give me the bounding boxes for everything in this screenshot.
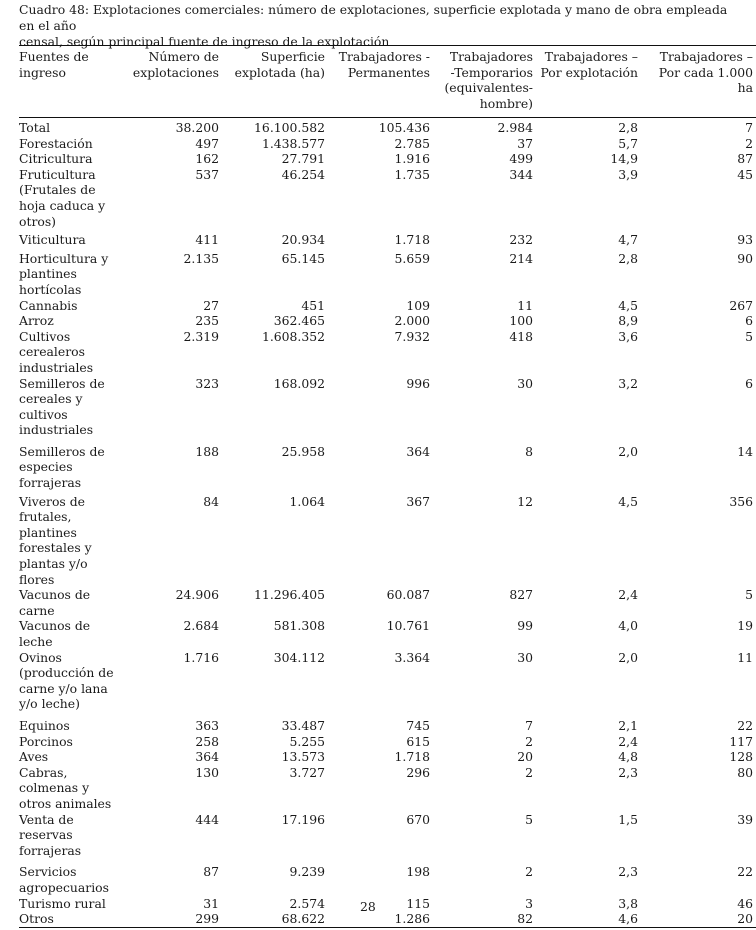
column-header-line: Trabajadores –	[544, 49, 638, 64]
row-label-line: cerealeros	[19, 344, 85, 360]
table-cell: 3,8	[618, 895, 638, 911]
column-header-line: hombre)	[479, 95, 533, 111]
row-label-line: agropecuarios	[19, 879, 109, 895]
row-label-line: Viveros de	[19, 493, 85, 509]
table-cell: 8	[525, 443, 533, 459]
table-row	[19, 712, 753, 734]
table-cell: 38.200	[175, 120, 219, 135]
column-header-line: (equivalentes-	[444, 80, 533, 96]
table-cell: 5	[525, 811, 533, 827]
table-caption	[19, 2, 739, 50]
table-cell: 1.438.577	[261, 135, 325, 151]
row-label-line: Citricultura	[19, 151, 93, 167]
table-cell: 996	[406, 375, 430, 391]
table-cell: 364	[406, 443, 430, 459]
table-cell: 1.916	[394, 151, 430, 167]
table-cell: 2,4	[618, 587, 638, 603]
table-cell: 27	[203, 297, 219, 313]
table-header	[19, 49, 753, 111]
row-label	[19, 298, 121, 314]
row-label	[19, 248, 121, 298]
table-row	[19, 618, 753, 649]
table-cell: 2,3	[618, 864, 638, 880]
table-cell: 2,0	[618, 443, 638, 459]
row-label-line: Venta de	[19, 811, 74, 827]
table-cell: 364	[195, 749, 219, 765]
table-cell: 20	[517, 749, 533, 765]
table-row	[19, 587, 753, 618]
table-row	[19, 329, 753, 376]
column-header-line: -Temporarios	[450, 64, 533, 80]
table-cell: 14	[737, 443, 753, 459]
row-label-line: carne y/o lana	[19, 680, 108, 696]
row-label-line: (Frutales de	[19, 182, 96, 198]
header-row	[19, 49, 753, 111]
table-cell: 20	[737, 911, 753, 927]
table-cell: 39	[737, 811, 753, 827]
row-label-line: Vacunos de	[19, 618, 91, 634]
column-header-line: Por explotación	[540, 64, 638, 80]
column-header-line: explotada (ha)	[234, 64, 325, 80]
row-label-line: plantines	[19, 524, 77, 540]
caption-line: Cuadro 48: Explotaciones comerciales: número de explotaciones, superficie explotada y mano de obra empleada en el año	[19, 2, 728, 33]
table-cell: 3,6	[618, 328, 638, 344]
table-cell: 2.785	[394, 135, 430, 151]
row-label-line: colmenas y	[19, 780, 90, 796]
table-cell: 363	[195, 717, 219, 733]
row-label-line: industriales	[19, 359, 94, 375]
table-cell: 33.487	[281, 717, 325, 733]
table-cell: 2.684	[183, 618, 219, 634]
table-cell: 323	[195, 375, 219, 391]
row-label-line: hortícolas	[19, 281, 82, 297]
row-label	[19, 329, 121, 376]
table-cell: 499	[509, 151, 533, 167]
table-cell: 258	[195, 733, 219, 749]
table-cell: 1.286	[394, 911, 430, 927]
table-cell: 93	[737, 232, 753, 248]
table-cell: 100	[509, 313, 533, 329]
table-row	[19, 911, 753, 927]
row-label-line: Porcinos	[19, 733, 73, 749]
column-header	[533, 49, 638, 111]
table-cell: 3	[525, 895, 533, 911]
column-header	[219, 49, 325, 111]
column-header	[325, 49, 430, 111]
table-cell: 537	[195, 166, 219, 182]
table-cell: 22	[737, 864, 753, 880]
table-cell: 30	[517, 649, 533, 665]
table-cell: 46	[737, 895, 753, 911]
row-label	[19, 491, 121, 588]
row-label-line: Viticultura	[19, 232, 86, 248]
table-row	[19, 136, 753, 152]
table-cell: 2,8	[618, 120, 638, 135]
table-row	[19, 248, 753, 298]
row-label	[19, 749, 121, 765]
table-cell: 367	[406, 493, 430, 509]
column-header-line: ha	[737, 80, 753, 96]
row-label-line: Arroz	[19, 313, 54, 329]
table-cell: 117	[729, 733, 753, 749]
row-label-line: carne	[19, 602, 55, 618]
table-row	[19, 491, 753, 588]
row-label	[19, 120, 121, 136]
table-cell: 99	[517, 618, 533, 634]
table-row	[19, 229, 753, 248]
table-cell: 11.296.405	[254, 587, 325, 603]
row-label-line: Forestación	[19, 135, 93, 151]
table-cell: 3,9	[618, 166, 638, 182]
row-label	[19, 812, 121, 859]
table-cell: 2.574	[289, 895, 325, 911]
row-label-line: plantines	[19, 266, 77, 282]
table-cell: 1.718	[394, 232, 430, 248]
table-cell: 6	[745, 313, 753, 329]
table-cell: 411	[195, 232, 219, 248]
table-cell: 214	[509, 250, 533, 266]
table-cell: 17.196	[281, 811, 325, 827]
table-row	[19, 438, 753, 491]
data-table	[19, 120, 753, 927]
row-label-line: cereales y	[19, 391, 83, 407]
table-cell: 9.239	[289, 864, 325, 880]
table-cell: 4,6	[618, 911, 638, 927]
table-cell: 22	[737, 717, 753, 733]
column-header-line: Superficie	[260, 49, 325, 64]
table-cell: 1.718	[394, 749, 430, 765]
table-cell: 5.659	[394, 250, 430, 266]
row-label	[19, 313, 121, 329]
row-label-line: Cannabis	[19, 297, 78, 313]
table-cell: 2	[525, 764, 533, 780]
table-cell: 13.573	[281, 749, 325, 765]
table-row	[19, 896, 753, 912]
column-header-line: ingreso	[19, 64, 66, 80]
table-body	[19, 120, 753, 927]
table-top-rule	[19, 45, 756, 46]
table-cell: 2.984	[497, 120, 533, 135]
table-cell: 105.436	[378, 120, 430, 135]
table-cell: 4,0	[618, 618, 638, 634]
table-cell: 3.364	[394, 649, 430, 665]
row-label	[19, 167, 121, 229]
row-label-line: Semilleros de	[19, 443, 105, 459]
table-cell: 356	[729, 493, 753, 509]
column-header-line: Trabajadores –	[659, 49, 753, 64]
table-cell: 2	[525, 864, 533, 880]
table-cell: 12	[517, 493, 533, 509]
table-cell: 304.112	[273, 649, 325, 665]
table-cell: 418	[509, 328, 533, 344]
column-header	[121, 49, 219, 111]
row-label-line: frutales,	[19, 509, 72, 525]
row-label-line: forrajeras	[19, 475, 82, 491]
table-cell: 198	[406, 864, 430, 880]
table-cell: 46.254	[281, 166, 325, 182]
table-cell: 25.958	[281, 443, 325, 459]
row-label	[19, 712, 121, 734]
row-label-line: otros)	[19, 213, 57, 229]
column-header-line: Trabajadores -	[338, 49, 430, 64]
table-cell: 4,5	[618, 493, 638, 509]
row-label	[19, 765, 121, 812]
table-cell: 670	[406, 811, 430, 827]
row-label	[19, 896, 121, 912]
table-cell: 7	[745, 120, 753, 135]
table-row	[19, 376, 753, 438]
table-cell: 8,9	[618, 313, 638, 329]
row-label-line: forestales y	[19, 540, 92, 556]
table-cell: 30	[517, 375, 533, 391]
table-cell: 24.906	[175, 587, 219, 603]
table-cell: 10.761	[386, 618, 430, 634]
table-cell: 497	[195, 135, 219, 151]
table-header-rule	[19, 117, 756, 118]
table-cell: 11	[737, 649, 753, 665]
table-row	[19, 120, 753, 136]
table-cell: 267	[729, 297, 753, 313]
row-label	[19, 151, 121, 167]
table-cell: 87	[203, 864, 219, 880]
table-cell: 5	[745, 587, 753, 603]
table-cell: 827	[509, 587, 533, 603]
table-cell: 14,9	[610, 151, 638, 167]
table-cell: 362.465	[273, 313, 325, 329]
column-header	[19, 49, 121, 111]
column-header-line: Trabajadores	[449, 49, 533, 64]
row-label	[19, 650, 121, 712]
table-row	[19, 151, 753, 167]
row-label-line: flores	[19, 571, 55, 587]
column-header	[430, 49, 533, 111]
column-header	[638, 49, 753, 111]
row-label	[19, 229, 121, 248]
row-label-line: Cultivos	[19, 328, 71, 344]
table-cell: 7	[525, 717, 533, 733]
table-row	[19, 812, 753, 859]
row-label-line: Semilleros de	[19, 375, 105, 391]
table-cell: 4,7	[618, 232, 638, 248]
table-cell: 2.000	[394, 313, 430, 329]
table-cell: 27.791	[281, 151, 325, 167]
table-cell: 109	[406, 297, 430, 313]
row-label-line: cultivos	[19, 406, 68, 422]
column-header-line: Fuentes de	[19, 49, 89, 64]
table-cell: 2,8	[618, 250, 638, 266]
table-cell: 20.934	[281, 232, 325, 248]
row-label-line: Fruticultura	[19, 166, 96, 182]
row-label-line: reservas	[19, 827, 73, 843]
table-row	[19, 749, 753, 765]
row-label-line: industriales	[19, 422, 94, 438]
row-label-line: leche	[19, 634, 53, 649]
table-cell: 128	[729, 749, 753, 765]
table-cell: 6	[745, 375, 753, 391]
table-cell: 1.735	[394, 166, 430, 182]
row-label	[19, 376, 121, 438]
page-number: 28	[360, 899, 376, 914]
row-label-line: Otros	[19, 911, 54, 927]
table-cell: 1.064	[289, 493, 325, 509]
table-cell: 1,5	[618, 811, 638, 827]
row-label-line: Total	[19, 120, 51, 135]
table-cell: 232	[509, 232, 533, 248]
table-cell: 1.716	[183, 649, 219, 665]
table-cell: 7.932	[394, 328, 430, 344]
table-cell: 581.308	[273, 618, 325, 634]
table-cell: 2.135	[183, 250, 219, 266]
row-label-line: Horticultura y	[19, 250, 109, 266]
row-label-line: y/o leche)	[19, 696, 80, 712]
table-cell: 11	[517, 297, 533, 313]
table-cell: 299	[195, 911, 219, 927]
row-label	[19, 618, 121, 649]
table-row	[19, 298, 753, 314]
table-cell: 5.255	[289, 733, 325, 749]
table-cell: 4,8	[618, 749, 638, 765]
table-cell: 65.145	[281, 250, 325, 266]
table-cell: 2.319	[183, 328, 219, 344]
table-cell: 162	[195, 151, 219, 167]
table-cell: 60.087	[386, 587, 430, 603]
table-cell: 19	[737, 618, 753, 634]
row-label-line: Turismo rural	[19, 895, 106, 911]
table-cell: 745	[406, 717, 430, 733]
row-label-line: Aves	[19, 749, 49, 765]
caption-line: censal, según principal fuente de ingreso de la explotación	[19, 34, 390, 49]
table-cell: 68.622	[281, 911, 325, 927]
table-bottom-rule	[19, 927, 756, 928]
table-cell: 296	[406, 764, 430, 780]
table-cell: 84	[203, 493, 219, 509]
row-label-line: hoja caduca y	[19, 197, 106, 213]
table-cell: 2,4	[618, 733, 638, 749]
table-cell: 5,7	[618, 135, 638, 151]
table-row	[19, 765, 753, 812]
table-cell: 168.092	[273, 375, 325, 391]
table-cell: 2	[745, 135, 753, 151]
row-label-line: forrajeras	[19, 842, 82, 858]
table-row	[19, 734, 753, 750]
table-cell: 87	[737, 151, 753, 167]
table-cell: 130	[195, 764, 219, 780]
table-cell: 5	[745, 328, 753, 344]
row-label-line: Cabras,	[19, 764, 68, 780]
table-cell: 344	[509, 166, 533, 182]
table-cell: 115	[406, 895, 430, 911]
row-label-line: Vacunos de	[19, 587, 91, 603]
column-header-line: Permanentes	[347, 64, 430, 80]
row-label	[19, 911, 121, 927]
table-cell: 188	[195, 443, 219, 459]
table-row	[19, 167, 753, 229]
table-cell: 45	[737, 166, 753, 182]
table-cell: 80	[737, 764, 753, 780]
table-cell: 235	[195, 313, 219, 329]
table-cell: 3.727	[289, 764, 325, 780]
table-cell: 3,2	[618, 375, 638, 391]
table-row	[19, 650, 753, 712]
row-label	[19, 587, 121, 618]
table-cell: 16.100.582	[254, 120, 325, 135]
table-cell: 615	[406, 733, 430, 749]
table-cell: 4,5	[618, 297, 638, 313]
table-cell: 451	[301, 297, 325, 313]
column-header-line: explotaciones	[132, 64, 219, 80]
table-cell: 90	[737, 250, 753, 266]
row-label-line: (producción de	[19, 665, 114, 681]
table-cell: 2	[525, 733, 533, 749]
table-cell: 37	[517, 135, 533, 151]
table-cell: 444	[195, 811, 219, 827]
table-cell: 1.608.352	[261, 328, 325, 344]
column-header-line: Número de	[148, 49, 219, 64]
table-row	[19, 858, 753, 895]
row-label	[19, 734, 121, 750]
table-cell: 2,1	[618, 717, 638, 733]
row-label	[19, 858, 121, 895]
table-cell: 31	[203, 895, 219, 911]
row-label	[19, 438, 121, 491]
row-label-line: Equinos	[19, 717, 70, 733]
row-label-line: plantas y/o	[19, 556, 88, 572]
row-label-line: otros animales	[19, 795, 112, 811]
table-cell: 2,3	[618, 764, 638, 780]
row-label-line: Servicios	[19, 864, 77, 880]
column-header-line: Por cada 1.000	[658, 64, 753, 80]
table-row	[19, 313, 753, 329]
table-cell: 2,0	[618, 649, 638, 665]
row-label-line: especies	[19, 459, 73, 475]
table-cell: 82	[517, 911, 533, 927]
row-label-line: Ovinos	[19, 649, 62, 665]
row-label	[19, 136, 121, 152]
